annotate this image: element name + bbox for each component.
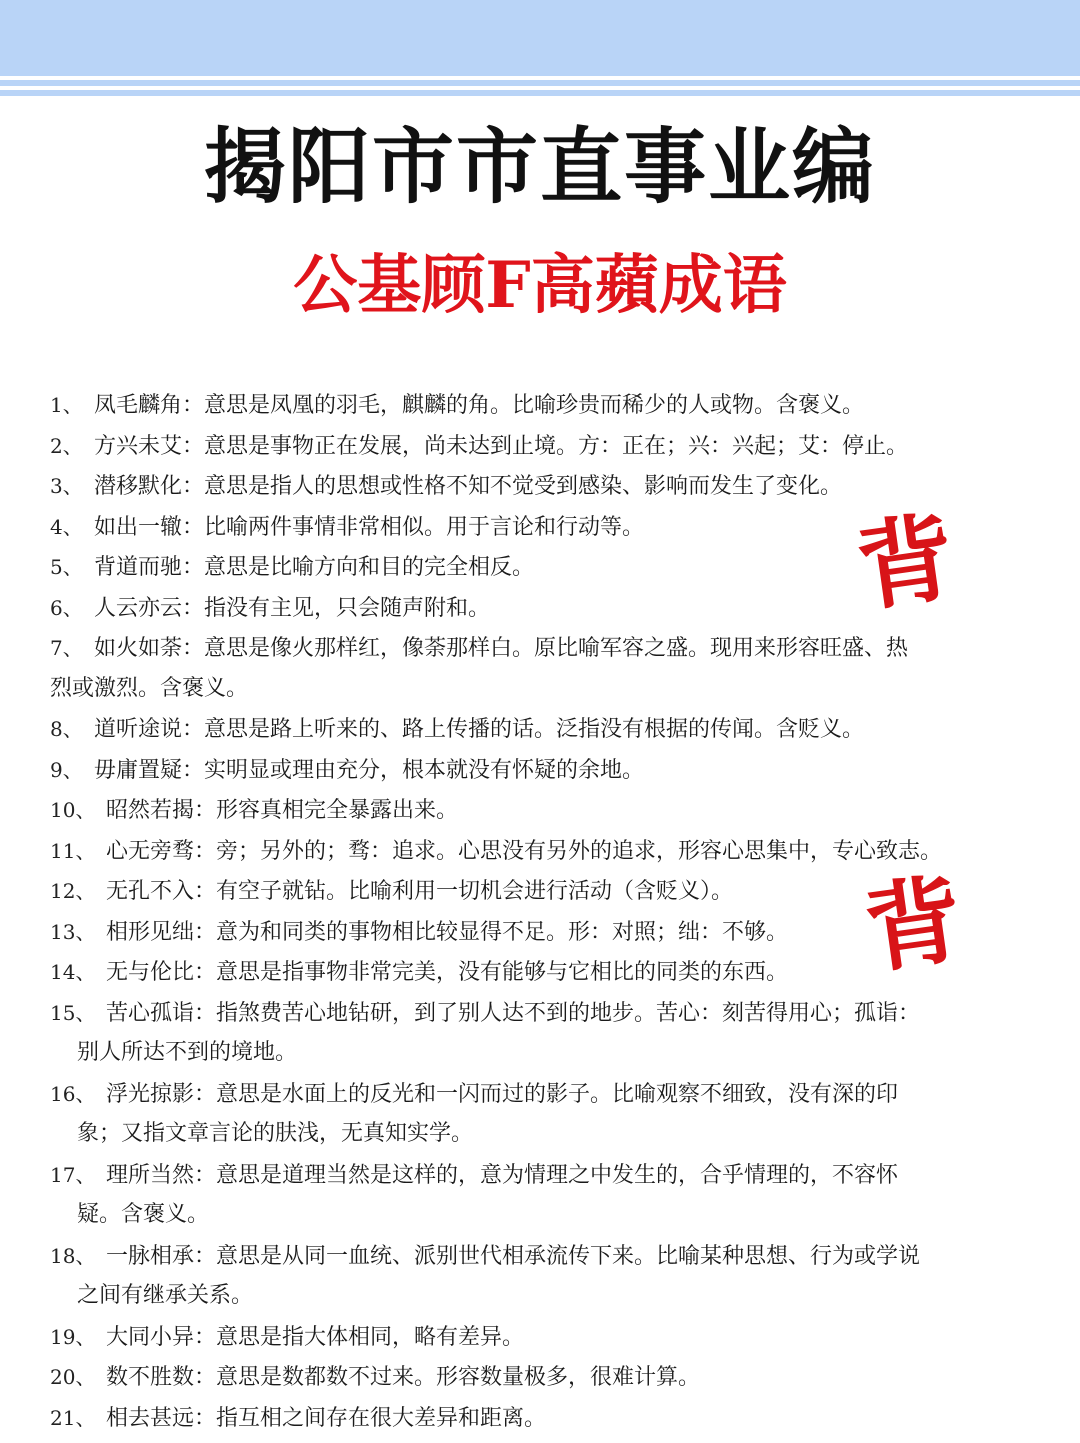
page-title: 揭阳市市直事业编 [203, 120, 876, 215]
item-text: 数不胜数：意思是数都数不过来。形容数量极多，很难计算。 [106, 1365, 701, 1390]
item-text: 无与伦比：意思是指事物非常完美，没有能够与它相比的同类的东西。 [106, 960, 789, 985]
item-text: 无孔不入：有空子就钻。比喻利用一切机会进行活动（含贬义）。 [106, 879, 734, 904]
list-item [50, 1317, 1010, 1358]
item-text: 相去甚远：指互相之间存在很大差异和距离。 [106, 1405, 547, 1431]
item-text: 昭然若揭：形容真相完全暴露出来。 [106, 798, 459, 823]
item-number: 20、 [50, 1365, 96, 1389]
item-text: 心无旁骛：旁；另外的；骛：追求。心思没有另外的追求，形容心思集中，专心致志。 [106, 838, 943, 864]
top-divider-line [0, 90, 1080, 96]
item-text: 道听途说：意思是路上听来的、路上传播的话。泛指没有根据的传闻。含贬义。 [94, 717, 865, 742]
item-number: 6、 [50, 595, 83, 620]
item-text: 浮光掠影：意思是水面上的反光和一闪而过的影子。比喻观察不细致，没有深的印 [106, 1081, 899, 1107]
top-header-band [0, 0, 1080, 76]
item-text: 毋庸置疑：实明显或理由充分，根本就没有怀疑的余地。 [94, 757, 645, 783]
list-item [50, 1155, 1010, 1196]
item-text: 大同小异：意思是指大体相同，略有差异。 [106, 1324, 525, 1350]
item-number: 7、 [50, 636, 83, 660]
item-text-continuation: 烈或激烈。含褒义。 [50, 675, 249, 701]
list-item [50, 750, 1010, 791]
list-item-continuation [50, 1033, 1010, 1074]
item-number: 18、 [50, 1243, 96, 1268]
item-number: 19、 [50, 1324, 96, 1349]
item-text: 如火如荼：意思是像火那样红，像荼那样白。原比喻军容之盛。现用来形容旺盛、热 [94, 636, 909, 661]
item-number: 13、 [50, 919, 96, 944]
item-text-continuation: 别人所达不到的境地。 [77, 1040, 298, 1065]
list-item-continuation [50, 1276, 1010, 1317]
item-text-continuation: 疑。含褒义。 [77, 1202, 210, 1227]
memorize-stamp: 背 [858, 861, 970, 988]
list-item [50, 385, 1010, 426]
list-item [50, 1398, 1010, 1439]
item-number: 1、 [50, 393, 83, 417]
item-text: 理所当然：意思是道理当然是这样的，意为情理之中发生的，合乎情理的，不容怀 [106, 1162, 899, 1188]
item-text-continuation: 之间有继承关系。 [77, 1283, 254, 1308]
list-item [50, 466, 1010, 507]
list-item [50, 1236, 1010, 1277]
item-text: 背道而驰：意思是比喻方向和目的完全相反。 [94, 555, 535, 580]
item-number: 16、 [50, 1081, 96, 1106]
list-item [50, 790, 1010, 831]
item-number: 12、 [50, 879, 96, 903]
item-number: 10、 [50, 798, 96, 822]
item-number: 4、 [50, 514, 83, 539]
list-item [50, 1357, 1010, 1398]
item-text: 相形见绌：意为和同类的事物相比较显得不足。形：对照；绌：不够。 [106, 919, 789, 945]
item-number: 17、 [50, 1162, 96, 1187]
page-subtitle: 公基顾F高蘋成语 [293, 248, 787, 323]
item-number: 11、 [50, 838, 96, 863]
list-item [50, 993, 1010, 1034]
list-item [50, 709, 1010, 750]
item-number: 3、 [50, 474, 83, 498]
item-number: 21、 [50, 1405, 96, 1430]
item-number: 8、 [50, 717, 83, 741]
item-text: 凤毛麟角：意思是凤凰的羽毛，麒麟的角。比喻珍贵而稀少的人或物。含褒义。 [94, 393, 865, 418]
top-divider-line [0, 80, 1080, 86]
item-text: 人云亦云：指没有主见，只会随声附和。 [94, 595, 491, 621]
item-text: 如出一辙：比喻两件事情非常相似。用于言论和行动等。 [94, 514, 645, 540]
list-item-continuation [50, 1114, 1010, 1155]
item-text: 一脉相承：意思是从同一血统、派别世代相承流传下来。比喻某种思想、行为或学说 [106, 1243, 921, 1269]
list-item-continuation [50, 669, 1010, 710]
list-item-continuation [50, 1195, 1010, 1236]
list-item [50, 831, 1010, 872]
list-item [50, 952, 1010, 993]
list-item [50, 628, 1010, 669]
memorize-stamp: 背 [850, 499, 962, 626]
list-item [50, 1074, 1010, 1115]
item-number: 15、 [50, 1000, 96, 1025]
item-number: 2、 [50, 433, 83, 458]
list-item [50, 426, 1010, 467]
item-number: 14、 [50, 960, 96, 984]
item-text: 潜移默化：意思是指人的思想或性格不知不觉受到感染、影响而发生了变化。 [94, 474, 843, 499]
item-text: 苦心孤诣：指煞费苦心地钻研，到了别人达不到的地步。苦心：刻苦得用心；孤诣： [106, 1000, 921, 1026]
item-text-continuation: 象；又指文章言论的肤浅，无真知实学。 [77, 1121, 474, 1146]
item-text: 方兴未艾：意思是事物正在发展，尚未达到止境。方：正在；兴：兴起；艾：停止。 [94, 433, 909, 459]
item-number: 5、 [50, 555, 83, 579]
item-number: 9、 [50, 757, 83, 782]
